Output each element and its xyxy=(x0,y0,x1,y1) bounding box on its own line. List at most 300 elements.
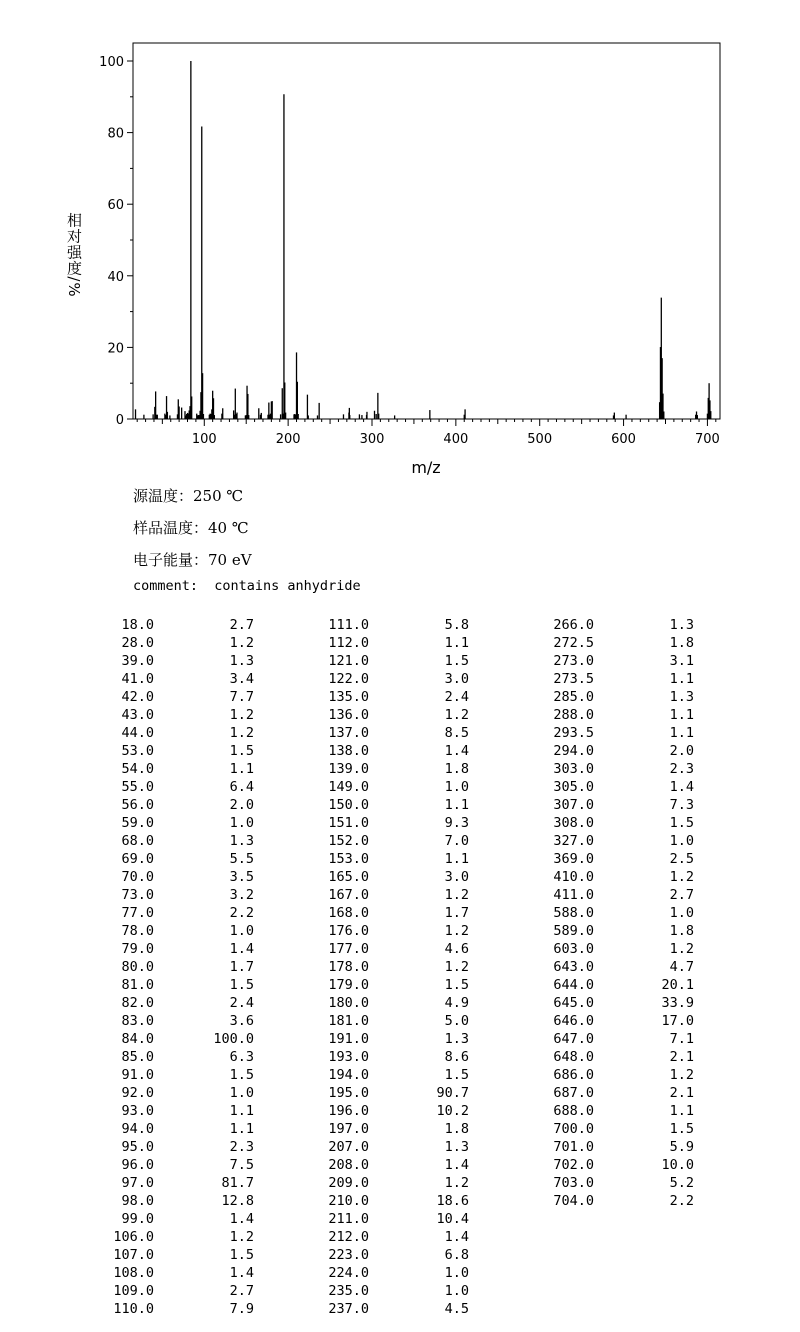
table-row xyxy=(315,761,475,779)
intensity-value: 4.9 xyxy=(444,995,469,1011)
mz-value: 53.0 xyxy=(121,743,154,759)
intensity-value: 1.1 xyxy=(669,707,694,723)
intensity-value: 1.3 xyxy=(669,617,694,633)
mz-value: 196.0 xyxy=(328,1103,369,1119)
table-row xyxy=(100,977,260,995)
mz-value: 28.0 xyxy=(121,635,154,651)
intensity-value: 5.8 xyxy=(444,617,469,633)
intensity-value: 6.4 xyxy=(229,779,254,795)
intensity-value: 10.0 xyxy=(661,1157,694,1173)
table-row xyxy=(315,635,475,653)
table-row xyxy=(540,923,700,941)
intensity-value: 2.3 xyxy=(669,761,694,777)
intensity-value: 1.0 xyxy=(444,779,469,795)
mz-value: 191.0 xyxy=(328,1031,369,1047)
intensity-value: 12.8 xyxy=(221,1193,254,1209)
mz-value: 165.0 xyxy=(328,869,369,885)
intensity-value: 1.2 xyxy=(229,635,254,651)
table-row xyxy=(100,671,260,689)
table-row xyxy=(540,1193,700,1211)
mz-value: 235.0 xyxy=(328,1283,369,1299)
mz-value: 122.0 xyxy=(328,671,369,687)
table-row xyxy=(315,689,475,707)
table-row xyxy=(100,1301,260,1319)
table-row xyxy=(540,779,700,797)
table-row xyxy=(540,707,700,725)
table-row xyxy=(100,1049,260,1067)
table-row xyxy=(315,1211,475,1229)
mz-value: 294.0 xyxy=(553,743,594,759)
intensity-value: 2.2 xyxy=(229,905,254,921)
intensity-value: 5.5 xyxy=(229,851,254,867)
mz-value: 644.0 xyxy=(553,977,594,993)
intensity-value: 7.0 xyxy=(444,833,469,849)
mz-value: 273.0 xyxy=(553,653,594,669)
intensity-value: 1.1 xyxy=(444,635,469,651)
mz-value: 369.0 xyxy=(553,851,594,867)
table-row xyxy=(540,959,700,977)
table-row xyxy=(100,779,260,797)
peak-table-column-1 xyxy=(100,617,260,1319)
mz-value: 111.0 xyxy=(328,617,369,633)
intensity-value: 1.2 xyxy=(444,959,469,975)
table-row xyxy=(315,977,475,995)
mz-value: 135.0 xyxy=(328,689,369,705)
intensity-value: 1.2 xyxy=(669,1067,694,1083)
intensity-value: 1.7 xyxy=(229,959,254,975)
table-row xyxy=(315,923,475,941)
intensity-value: 1.8 xyxy=(444,761,469,777)
mz-value: 648.0 xyxy=(553,1049,594,1065)
intensity-value: 33.9 xyxy=(661,995,694,1011)
intensity-value: 1.1 xyxy=(669,725,694,741)
intensity-value: 1.3 xyxy=(669,689,694,705)
table-row xyxy=(315,1085,475,1103)
mz-value: 98.0 xyxy=(121,1193,154,1209)
table-row xyxy=(315,1265,475,1283)
table-row xyxy=(315,1301,475,1319)
table-row xyxy=(100,851,260,869)
table-row xyxy=(315,995,475,1013)
mz-value: 178.0 xyxy=(328,959,369,975)
table-row xyxy=(540,1031,700,1049)
intensity-value: 1.4 xyxy=(444,743,469,759)
mz-value: 589.0 xyxy=(553,923,594,939)
intensity-value: 1.1 xyxy=(229,1121,254,1137)
mz-value: 177.0 xyxy=(328,941,369,957)
mz-value: 700.0 xyxy=(553,1121,594,1137)
y-tick-label: 0 xyxy=(115,413,124,428)
intensity-value: 1.1 xyxy=(229,761,254,777)
table-row xyxy=(100,1013,260,1031)
table-row xyxy=(100,959,260,977)
mz-value: 194.0 xyxy=(328,1067,369,1083)
intensity-value: 8.6 xyxy=(444,1049,469,1065)
mz-value: 107.0 xyxy=(113,1247,154,1263)
table-row xyxy=(100,653,260,671)
table-row xyxy=(100,1283,260,1301)
mz-value: 59.0 xyxy=(121,815,154,831)
table-row xyxy=(100,617,260,635)
intensity-value: 1.5 xyxy=(669,815,694,831)
intensity-value: 1.8 xyxy=(669,923,694,939)
mz-value: 106.0 xyxy=(113,1229,154,1245)
mz-value: 197.0 xyxy=(328,1121,369,1137)
mz-value: 266.0 xyxy=(553,617,594,633)
mz-value: 207.0 xyxy=(328,1139,369,1155)
mz-value: 646.0 xyxy=(553,1013,594,1029)
intensity-value: 1.5 xyxy=(444,977,469,993)
intensity-value: 1.8 xyxy=(444,1121,469,1137)
x-tick-label: 200 xyxy=(275,432,301,447)
table-row xyxy=(100,707,260,725)
table-row xyxy=(540,1175,700,1193)
intensity-value: 1.2 xyxy=(229,707,254,723)
table-row xyxy=(100,941,260,959)
intensity-value: 1.0 xyxy=(669,905,694,921)
table-row xyxy=(540,941,700,959)
mz-value: 152.0 xyxy=(328,833,369,849)
intensity-value: 2.5 xyxy=(669,851,694,867)
table-row xyxy=(100,923,260,941)
mz-value: 54.0 xyxy=(121,761,154,777)
mz-value: 82.0 xyxy=(121,995,154,1011)
table-row xyxy=(540,617,700,635)
table-row xyxy=(540,671,700,689)
y-axis-label: 相对强度/% xyxy=(65,212,83,298)
table-row xyxy=(100,1157,260,1175)
intensity-value: 81.7 xyxy=(221,1175,254,1191)
mz-value: 411.0 xyxy=(553,887,594,903)
mz-value: 77.0 xyxy=(121,905,154,921)
y-tick-label: 80 xyxy=(107,126,124,142)
table-row xyxy=(315,941,475,959)
table-row xyxy=(100,1175,260,1193)
intensity-value: 1.2 xyxy=(444,707,469,723)
intensity-value: 5.9 xyxy=(669,1139,694,1155)
electron-energy: 电子能量：70 eV xyxy=(133,551,252,569)
mz-value: 80.0 xyxy=(121,959,154,975)
mz-value: 153.0 xyxy=(328,851,369,867)
intensity-value: 2.1 xyxy=(669,1049,694,1065)
comment: comment: contains anhydride xyxy=(133,578,361,594)
mz-value: 704.0 xyxy=(553,1193,594,1209)
table-row xyxy=(540,977,700,995)
table-row xyxy=(540,1067,700,1085)
table-row xyxy=(315,1247,475,1265)
table-row xyxy=(100,761,260,779)
intensity-value: 1.0 xyxy=(229,815,254,831)
table-row xyxy=(540,725,700,743)
table-row xyxy=(540,761,700,779)
mz-value: 91.0 xyxy=(121,1067,154,1083)
intensity-value: 2.7 xyxy=(229,1283,254,1299)
mz-value: 223.0 xyxy=(328,1247,369,1263)
intensity-value: 1.4 xyxy=(444,1229,469,1245)
intensity-value: 1.5 xyxy=(444,1067,469,1083)
mz-value: 41.0 xyxy=(121,671,154,687)
intensity-value: 1.1 xyxy=(444,851,469,867)
mz-value: 305.0 xyxy=(553,779,594,795)
table-row xyxy=(100,689,260,707)
table-row xyxy=(540,689,700,707)
y-axis xyxy=(99,55,133,428)
mz-value: 180.0 xyxy=(328,995,369,1011)
table-row xyxy=(540,635,700,653)
intensity-value: 100.0 xyxy=(213,1031,254,1047)
intensity-value: 4.5 xyxy=(444,1301,469,1317)
mz-value: 150.0 xyxy=(328,797,369,813)
table-row xyxy=(315,887,475,905)
intensity-value: 1.4 xyxy=(229,1265,254,1281)
mz-value: 224.0 xyxy=(328,1265,369,1281)
mz-value: 137.0 xyxy=(328,725,369,741)
mz-value: 212.0 xyxy=(328,1229,369,1245)
mz-value: 272.5 xyxy=(553,635,594,651)
table-row xyxy=(315,1103,475,1121)
mz-value: 588.0 xyxy=(553,905,594,921)
mz-value: 108.0 xyxy=(113,1265,154,1281)
intensity-value: 1.4 xyxy=(229,941,254,957)
intensity-value: 1.0 xyxy=(444,1265,469,1281)
table-row xyxy=(315,725,475,743)
mz-value: 97.0 xyxy=(121,1175,154,1191)
table-row xyxy=(540,797,700,815)
intensity-value: 17.0 xyxy=(661,1013,694,1029)
mz-value: 56.0 xyxy=(121,797,154,813)
intensity-value: 10.4 xyxy=(436,1211,469,1227)
table-row xyxy=(100,833,260,851)
intensity-value: 1.5 xyxy=(229,743,254,759)
sample-temp: 样品温度：40 ℃ xyxy=(133,519,249,537)
intensity-value: 2.2 xyxy=(669,1193,694,1209)
mz-value: 209.0 xyxy=(328,1175,369,1191)
mz-value: 68.0 xyxy=(121,833,154,849)
table-row xyxy=(540,1121,700,1139)
mz-value: 307.0 xyxy=(553,797,594,813)
table-row xyxy=(100,1265,260,1283)
mz-value: 193.0 xyxy=(328,1049,369,1065)
intensity-value: 5.2 xyxy=(669,1175,694,1191)
table-row xyxy=(315,779,475,797)
table-row xyxy=(540,653,700,671)
table-row xyxy=(100,1121,260,1139)
mz-value: 139.0 xyxy=(328,761,369,777)
intensity-value: 1.1 xyxy=(229,1103,254,1119)
intensity-value: 1.1 xyxy=(669,671,694,687)
intensity-value: 3.6 xyxy=(229,1013,254,1029)
table-row xyxy=(315,1049,475,1067)
mz-value: 99.0 xyxy=(121,1211,154,1227)
mz-value: 176.0 xyxy=(328,923,369,939)
table-row xyxy=(100,1229,260,1247)
source-temp: 源温度：250 ℃ xyxy=(133,487,244,505)
intensity-value: 1.2 xyxy=(444,887,469,903)
table-row xyxy=(100,797,260,815)
y-tick-label: 40 xyxy=(107,269,124,285)
y-tick-label: 100 xyxy=(99,55,124,70)
intensity-value: 1.8 xyxy=(669,635,694,651)
intensity-value: 1.1 xyxy=(669,1103,694,1119)
intensity-value: 1.2 xyxy=(229,725,254,741)
mz-value: 288.0 xyxy=(553,707,594,723)
table-row xyxy=(100,1247,260,1265)
table-row xyxy=(100,725,260,743)
intensity-value: 3.1 xyxy=(669,653,694,669)
table-row xyxy=(540,1103,700,1121)
table-row xyxy=(315,833,475,851)
mz-value: 701.0 xyxy=(553,1139,594,1155)
intensity-value: 3.0 xyxy=(444,671,469,687)
mz-value: 79.0 xyxy=(121,941,154,957)
table-row xyxy=(315,707,475,725)
intensity-value: 7.7 xyxy=(229,689,254,705)
table-row xyxy=(315,851,475,869)
intensity-value: 1.4 xyxy=(669,779,694,795)
table-row xyxy=(315,797,475,815)
mz-value: 42.0 xyxy=(121,689,154,705)
intensity-value: 1.0 xyxy=(229,1085,254,1101)
mz-value: 69.0 xyxy=(121,851,154,867)
intensity-value: 1.5 xyxy=(229,1247,254,1263)
x-tick-label: 600 xyxy=(611,432,636,447)
mz-value: 96.0 xyxy=(121,1157,154,1173)
mz-value: 78.0 xyxy=(121,923,154,939)
intensity-value: 1.2 xyxy=(444,923,469,939)
mz-value: 702.0 xyxy=(553,1157,594,1173)
y-tick-label: 20 xyxy=(107,341,124,357)
mz-value: 647.0 xyxy=(553,1031,594,1047)
intensity-value: 8.5 xyxy=(444,725,469,741)
mz-value: 179.0 xyxy=(328,977,369,993)
peaks-group xyxy=(136,61,711,419)
table-row xyxy=(540,995,700,1013)
mz-value: 84.0 xyxy=(121,1031,154,1047)
table-row xyxy=(315,1229,475,1247)
table-row xyxy=(540,1157,700,1175)
table-row xyxy=(100,887,260,905)
mz-value: 138.0 xyxy=(328,743,369,759)
mz-value: 95.0 xyxy=(121,1139,154,1155)
intensity-value: 1.0 xyxy=(669,833,694,849)
intensity-value: 2.1 xyxy=(669,1085,694,1101)
table-row xyxy=(540,851,700,869)
intensity-value: 6.3 xyxy=(229,1049,254,1065)
peak-table-column-3 xyxy=(540,617,700,1211)
mz-value: 603.0 xyxy=(553,941,594,957)
table-row xyxy=(315,1175,475,1193)
intensity-value: 1.5 xyxy=(669,1121,694,1137)
mz-value: 167.0 xyxy=(328,887,369,903)
intensity-value: 2.0 xyxy=(669,743,694,759)
intensity-value: 18.6 xyxy=(436,1193,469,1209)
table-row xyxy=(100,1211,260,1229)
mz-value: 92.0 xyxy=(121,1085,154,1101)
table-row xyxy=(315,743,475,761)
table-row xyxy=(100,1085,260,1103)
mz-value: 643.0 xyxy=(553,959,594,975)
intensity-value: 7.9 xyxy=(229,1301,254,1317)
intensity-value: 7.3 xyxy=(669,797,694,813)
table-row xyxy=(315,905,475,923)
intensity-value: 1.3 xyxy=(229,833,254,849)
plot-frame xyxy=(133,43,720,419)
table-row xyxy=(315,1067,475,1085)
mz-value: 168.0 xyxy=(328,905,369,921)
mz-value: 73.0 xyxy=(121,887,154,903)
mz-value: 93.0 xyxy=(121,1103,154,1119)
mz-value: 110.0 xyxy=(113,1301,154,1317)
intensity-value: 2.7 xyxy=(229,617,254,633)
y-tick-label: 60 xyxy=(107,198,124,214)
mz-value: 237.0 xyxy=(328,1301,369,1317)
intensity-value: 2.4 xyxy=(229,995,254,1011)
table-row xyxy=(100,815,260,833)
intensity-value: 1.3 xyxy=(229,653,254,669)
mz-value: 327.0 xyxy=(553,833,594,849)
mz-value: 211.0 xyxy=(328,1211,369,1227)
intensity-value: 3.2 xyxy=(229,887,254,903)
mz-value: 44.0 xyxy=(121,725,154,741)
table-row xyxy=(540,869,700,887)
mz-value: 55.0 xyxy=(121,779,154,795)
table-row xyxy=(540,887,700,905)
x-tick-label: 400 xyxy=(443,432,469,447)
mz-value: 687.0 xyxy=(553,1085,594,1101)
intensity-value: 1.2 xyxy=(444,1175,469,1191)
intensity-value: 3.5 xyxy=(229,869,254,885)
intensity-value: 10.2 xyxy=(436,1103,469,1119)
table-row xyxy=(315,869,475,887)
mz-value: 43.0 xyxy=(121,707,154,723)
intensity-value: 1.7 xyxy=(444,905,469,921)
mz-value: 410.0 xyxy=(553,869,594,885)
table-row xyxy=(315,1193,475,1211)
table-row xyxy=(100,635,260,653)
intensity-value: 1.3 xyxy=(444,1139,469,1155)
mz-value: 109.0 xyxy=(113,1283,154,1299)
mz-value: 70.0 xyxy=(121,869,154,885)
intensity-value: 1.2 xyxy=(669,941,694,957)
x-axis-label: m/z xyxy=(411,458,441,477)
mz-value: 308.0 xyxy=(553,815,594,831)
intensity-value: 90.7 xyxy=(436,1085,469,1101)
intensity-value: 1.5 xyxy=(444,653,469,669)
intensity-value: 1.0 xyxy=(229,923,254,939)
x-tick-label: 700 xyxy=(695,432,720,447)
intensity-value: 1.4 xyxy=(444,1157,469,1173)
mz-value: 703.0 xyxy=(553,1175,594,1191)
table-row xyxy=(315,1157,475,1175)
mz-value: 136.0 xyxy=(328,707,369,723)
mz-value: 181.0 xyxy=(328,1013,369,1029)
mz-value: 94.0 xyxy=(121,1121,154,1137)
table-row xyxy=(315,653,475,671)
table-row xyxy=(540,905,700,923)
x-axis xyxy=(137,419,720,447)
mz-value: 39.0 xyxy=(121,653,154,669)
x-tick-label: 500 xyxy=(527,432,553,447)
table-row xyxy=(100,869,260,887)
mz-value: 303.0 xyxy=(553,761,594,777)
x-tick-label: 300 xyxy=(359,432,385,447)
intensity-value: 3.0 xyxy=(444,869,469,885)
table-row xyxy=(100,1103,260,1121)
table-row xyxy=(540,1085,700,1103)
mz-value: 149.0 xyxy=(328,779,369,795)
mz-value: 210.0 xyxy=(328,1193,369,1209)
intensity-value: 1.2 xyxy=(669,869,694,885)
